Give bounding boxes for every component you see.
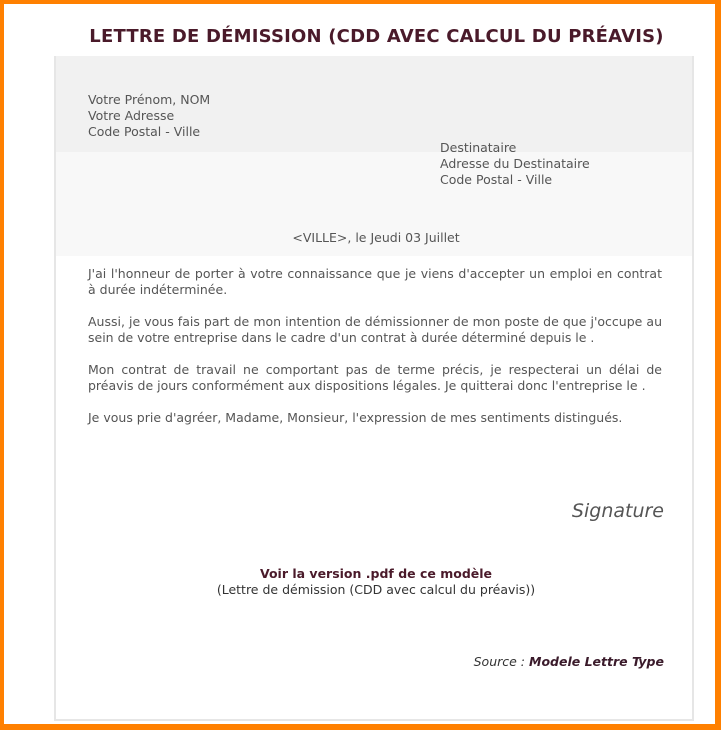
recipient-address: [440, 140, 590, 188]
source-link[interactable]: Modele Lettre Type: [529, 654, 664, 669]
letter-box: [54, 56, 694, 721]
page-title: LETTRE DE DÉMISSION (CDD AVEC CALCUL DU PRÉAVIS): [89, 26, 664, 47]
pdf-section: [56, 566, 696, 598]
paragraph: J'ai l'honneur de porter à votre connaissance que je viens d'accepter un emploi en contrat à durée indéterminée.: [88, 266, 662, 297]
sender-city: Code Postal - Ville: [88, 124, 201, 139]
sender-name: Votre Prénom, NOM: [88, 92, 211, 107]
page-frame: [4, 4, 715, 724]
pdf-subtitle: (Lettre de démission (CDD avec calcul du préavis)): [216, 582, 536, 597]
closing-paragraph: Je vous prie d'agréer, Madame, Monsieur, l'expression de mes sentiments distingués.: [88, 410, 623, 425]
sender-address: [88, 92, 210, 140]
recipient-name: Destinataire: [440, 140, 517, 155]
sender-street: Votre Adresse: [88, 108, 175, 123]
source-credit: [474, 654, 664, 669]
signature: Signature: [571, 500, 664, 522]
paragraph: Aussi, je vous fais part de mon intention de démissionner de mon poste de que j'occupe au sein de votre entreprise dans le cadre d'un contrat à durée déterminé depuis le .: [88, 314, 662, 345]
date-line: <VILLE>, le Jeudi 03 Juillet: [292, 230, 460, 245]
recipient-street: Adresse du Destinataire: [440, 156, 590, 171]
source-label: Source :: [473, 654, 529, 669]
letter-body: [88, 266, 662, 442]
paragraph: Mon contrat de travail ne comportant pas de terme précis, je respecterai un délai de préavis de jours conformément aux dispositions légales. Je quitterai donc l'entreprise le .: [88, 362, 662, 393]
pdf-download-link[interactable]: Voir la version .pdf de ce modèle: [259, 566, 493, 581]
recipient-city: Code Postal - Ville: [440, 172, 553, 187]
